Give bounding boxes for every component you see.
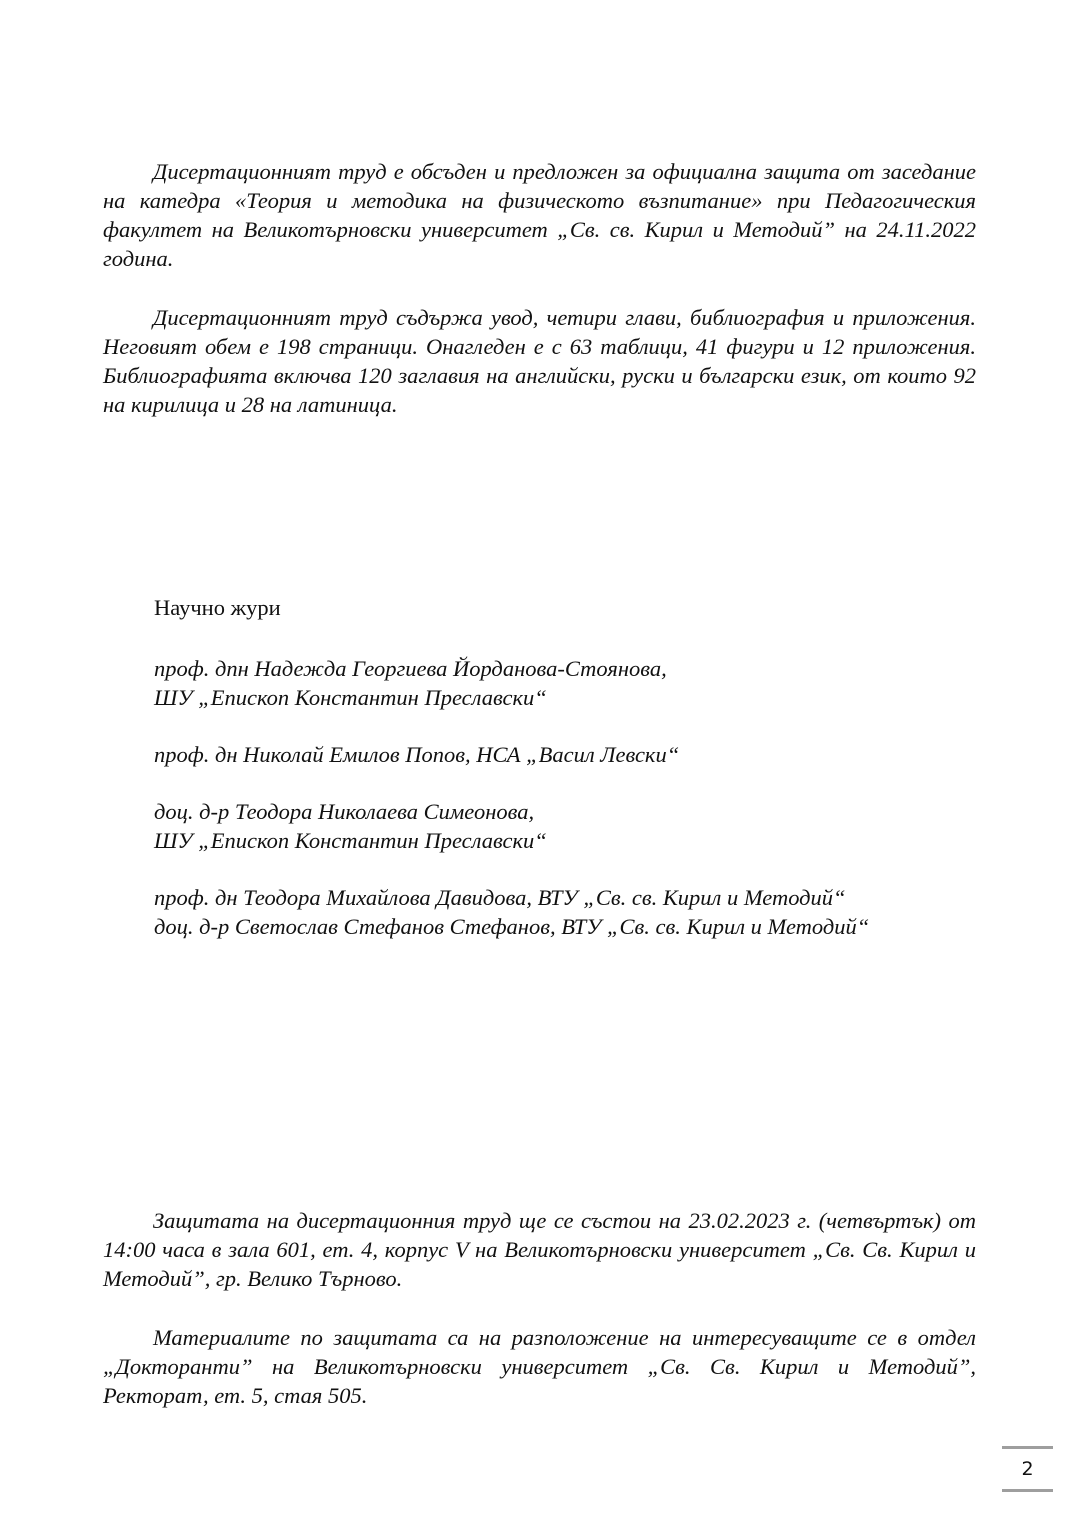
page-number: 2 bbox=[1021, 1458, 1034, 1480]
jury-member bbox=[154, 654, 1014, 712]
jury-member bbox=[154, 912, 1014, 941]
jury-member-affiliation: ШУ „Епископ Константин Преславски“ bbox=[154, 828, 547, 853]
jury-member-name: доц. д-р Теодора Николаева Симеонова, bbox=[154, 799, 535, 824]
jury-member bbox=[154, 883, 1014, 912]
intro-paragraph-structure: Дисертационният труд съдържа увод, четири глави, библиография и приложения. Неговият обем е 198 страници. Онагледен е с 63 таблици, 41 фигури и 12 приложения. Библиографията включва 120 заглавия на английски, руски и български език, от които 92 на кирилица и 28 на латиница. bbox=[103, 305, 976, 417]
defense-paragraph-materials: Материалите по защитата са на разположение на интересуващите се в отдел „Докторанти” на Великотърновски университет „Св. Св. Кирил и Методий”, Ректорат, ет. 5, стая 505. bbox=[103, 1325, 976, 1408]
jury-member-name: доц. д-р Светослав Стефанов Стефанов, ВТУ „Св. св. Кирил и Методий“ bbox=[154, 914, 870, 939]
defense-paragraph-date-location: Защитата на дисертационния труд ще се състои на 23.02.2023 г. (четвъртък) от 14:00 часа в зала 601, ет. 4, корпус V на Великотърновски университет „Св. Св. Кирил и Методий”, гр. Велико Търново. bbox=[103, 1208, 976, 1291]
jury-member-name: проф. дн Теодора Михайлова Давидова, ВТУ „Св. св. Кирил и Методий“ bbox=[154, 885, 846, 910]
jury-member-affiliation: ШУ „Епископ Константин Преславски“ bbox=[154, 685, 547, 710]
page-number-box bbox=[1002, 1446, 1053, 1492]
jury-member bbox=[154, 740, 1014, 769]
jury-heading: Научно жури bbox=[154, 595, 281, 620]
jury-member bbox=[154, 797, 1014, 855]
jury-list bbox=[154, 654, 1014, 941]
jury-member-name: проф. дн Николай Емилов Попов, НСА „Васил Левски“ bbox=[154, 742, 680, 767]
intro-paragraph-discussion: Дисертационният труд е обсъден и предложен за официална защита от заседание на катедра «Теория и методика на физическото възпитание» при Педагогическия факултет на Великотърновски университет „Св. св. Кирил и Методий” на 24.11.2022 година. bbox=[103, 159, 976, 271]
jury-member-name: проф. дпн Надежда Георгиева Йорданова-Стоянова, bbox=[154, 656, 667, 681]
